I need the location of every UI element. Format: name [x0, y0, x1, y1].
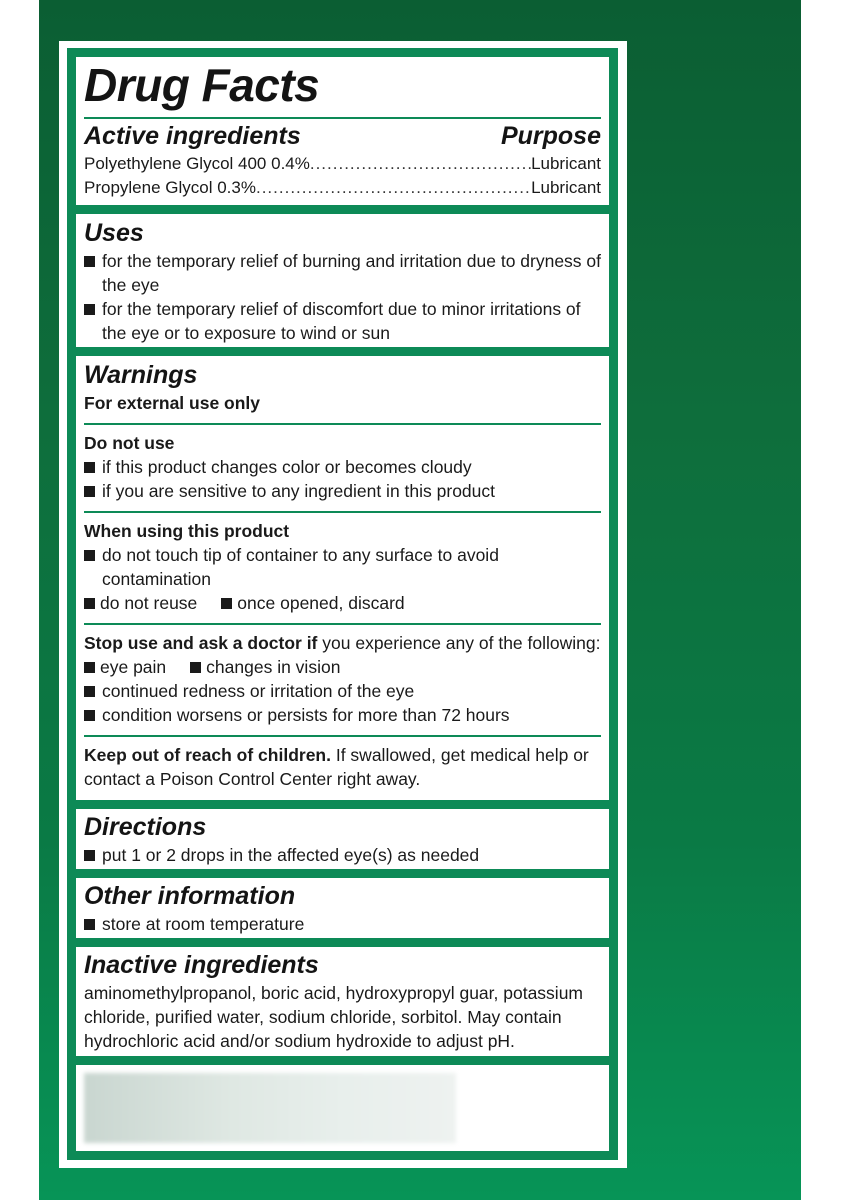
bullet-square-icon	[84, 912, 102, 936]
do-not-use-heading: Do not use	[84, 433, 175, 453]
warnings-heading: Warnings	[84, 361, 198, 389]
divider	[84, 117, 601, 119]
inactive-ingredients-section	[76, 947, 609, 1056]
stop-use-item: condition worsens or persists for more than 72 hours	[102, 705, 510, 725]
external-use-text: For external use only	[84, 393, 261, 413]
ingredient-row	[84, 176, 601, 200]
list-item	[84, 297, 601, 345]
stop-use-paragraph	[84, 631, 601, 655]
list-item	[84, 543, 601, 591]
directions-heading: Directions	[84, 813, 207, 841]
bullet-square-icon	[84, 655, 100, 679]
bullet-square-icon	[84, 479, 102, 503]
inline-item	[84, 655, 166, 679]
blurred-region	[84, 1073, 456, 1143]
uses-item: for the temporary relief of discomfort due to minor irritations of the eye or to exposure to wind or sun	[102, 299, 581, 343]
stop-use-item: continued redness or irritation of the eye	[102, 681, 415, 701]
stop-use-rest: you experience any of the following:	[317, 633, 601, 653]
bullet-square-icon	[84, 297, 102, 345]
bullet-square-icon	[221, 591, 237, 615]
when-using-item: do not touch tip of container to any surface to avoid contamination	[102, 545, 499, 589]
directions-section	[76, 809, 609, 869]
leader-dots	[256, 176, 531, 200]
obscured-section	[76, 1065, 609, 1151]
list-item	[84, 679, 601, 703]
uses-section	[76, 214, 609, 347]
bullet-square-icon	[84, 843, 102, 867]
list-item	[84, 249, 601, 297]
keep-out-lead: Keep out of reach of children.	[84, 745, 331, 765]
inline-item	[84, 591, 197, 615]
do-not-use-item: if this product changes color or becomes cloudy	[102, 457, 472, 477]
list-item	[84, 591, 601, 615]
do-not-use-item: if you are sensitive to any ingredient in this product	[102, 481, 495, 501]
stop-use-item: eye pain	[100, 657, 167, 677]
inline-item	[221, 591, 404, 615]
ingredient-name: Polyethylene Glycol 400 0.4%	[84, 154, 310, 173]
uses-heading: Uses	[84, 219, 144, 247]
when-using-heading: When using this product	[84, 521, 290, 541]
keep-out-paragraph	[84, 743, 601, 791]
page-title: Drug Facts	[84, 59, 320, 111]
warnings-section	[76, 356, 609, 800]
bullet-square-icon	[84, 455, 102, 479]
divider	[84, 623, 601, 625]
uses-item: for the temporary relief of burning and irritation due to dryness of the eye	[102, 251, 602, 295]
other-info-item: store at room temperature	[102, 914, 305, 934]
directions-item: put 1 or 2 drops in the affected eye(s) as needed	[102, 845, 480, 865]
list-item	[84, 455, 601, 479]
stop-use-item: changes in vision	[206, 657, 341, 677]
divider	[84, 511, 601, 513]
list-item	[84, 703, 601, 727]
keep-out-rest: If swallowed, get medical help or contact a Poison Control Center right away.	[84, 745, 589, 789]
ingredient-name: Propylene Glycol 0.3%	[84, 178, 256, 197]
active-ingredients-section	[76, 57, 609, 205]
divider	[84, 735, 601, 737]
ingredient-row	[84, 152, 601, 176]
list-item	[84, 912, 601, 936]
inactive-heading: Inactive ingredients	[84, 951, 319, 979]
stop-use-lead: Stop use and ask a doctor if	[84, 633, 318, 653]
leader-dots	[310, 152, 531, 176]
other-info-section	[76, 878, 609, 938]
when-using-item: once opened, discard	[237, 593, 405, 613]
active-heading: Active ingredients	[84, 122, 301, 150]
list-item	[84, 479, 601, 503]
bullet-square-icon	[190, 655, 206, 679]
when-using-item: do not reuse	[100, 593, 198, 613]
divider	[84, 423, 601, 425]
purpose-heading: Purpose	[500, 122, 601, 150]
bullet-square-icon	[84, 591, 100, 615]
bullet-square-icon	[84, 703, 102, 727]
bullet-square-icon	[84, 249, 102, 297]
ingredient-purpose: Lubricant	[531, 178, 601, 197]
inactive-text: aminomethylpropanol, boric acid, hydroxypropyl guar, potassium chloride, purified water, sodium chloride, sorbitol. May contain hydrochloric acid and/or sodium hydroxide to adjust pH.	[84, 983, 584, 1051]
list-item	[84, 655, 601, 679]
list-item	[84, 843, 601, 867]
active-header-row	[84, 121, 601, 152]
bullet-square-icon	[84, 543, 102, 591]
bullet-square-icon	[84, 679, 102, 703]
ingredient-purpose: Lubricant	[531, 154, 601, 173]
inline-item	[190, 655, 340, 679]
other-info-heading: Other information	[84, 882, 296, 910]
